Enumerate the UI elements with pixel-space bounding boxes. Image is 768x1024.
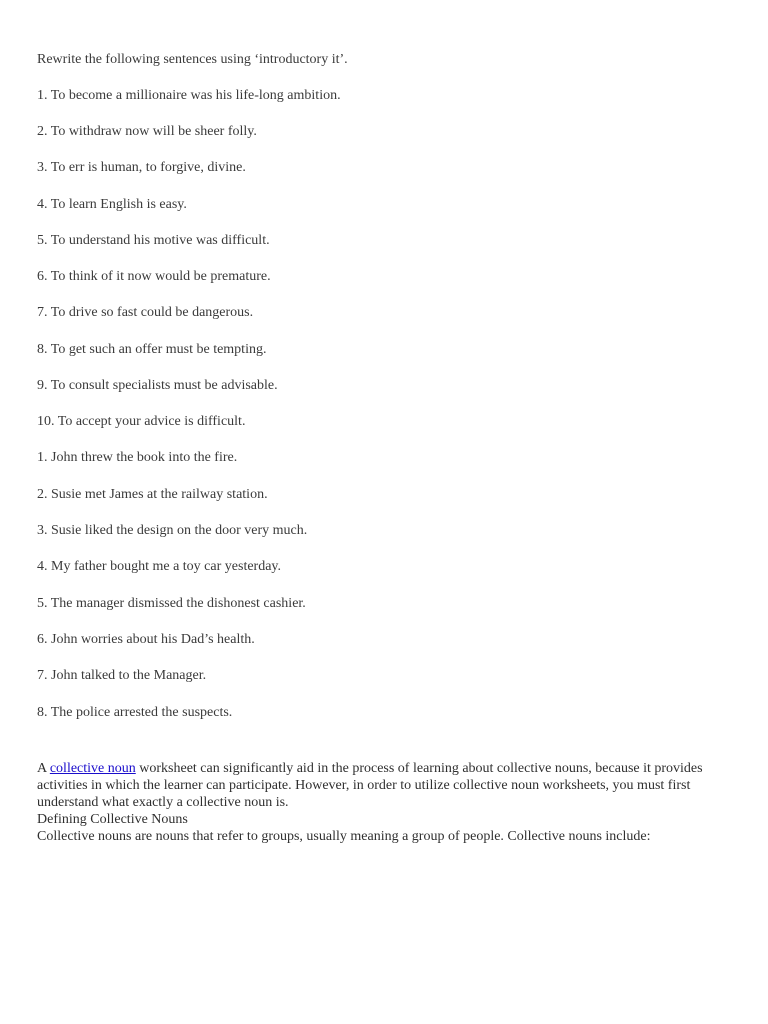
list-a-item-10: 10. To accept your advice is difficult. xyxy=(37,414,246,429)
collective-noun-link[interactable]: collective noun xyxy=(49,761,136,776)
section-heading: Defining Collective Nouns xyxy=(37,812,188,827)
article-sentence-rest: worksheet can significantly aid in the process of learning about collective nouns, because it provides activities in which the learner can participate. However, in order to utilize collective noun worksheets, you must first understand what exactly a collective noun is. xyxy=(37,761,703,810)
list-b-item-8: 8. The police arrested the suspects. xyxy=(37,705,233,720)
list-a-item-1: 1. To become a millionaire was his life-long ambition. xyxy=(37,88,341,103)
list-b-item-7: 7. John talked to the Manager. xyxy=(37,668,207,683)
definition-text: Collective nouns are nouns that refer to groups, usually meaning a group of people. Collective nouns include: xyxy=(37,829,651,844)
list-a-item-6: 6. To think of it now would be premature. xyxy=(37,269,271,284)
list-b-item-3: 3. Susie liked the design on the door very much. xyxy=(37,523,308,538)
list-a-item-4: 4. To learn English is easy. xyxy=(37,197,187,212)
list-a-item-9: 9. To consult specialists must be advisable. xyxy=(37,378,278,393)
list-b-item-5: 5. The manager dismissed the dishonest cashier. xyxy=(37,596,306,611)
list-a-item-2: 2. To withdraw now will be sheer folly. xyxy=(37,124,257,139)
list-b-item-6: 6. John worries about his Dad’s health. xyxy=(37,632,255,647)
article-body xyxy=(37,760,737,845)
list-a-item-8: 8. To get such an offer must be tempting. xyxy=(37,342,267,357)
list-a-item-5: 5. To understand his motive was difficult. xyxy=(37,233,270,248)
list-a-item-3: 3. To err is human, to forgive, divine. xyxy=(37,160,246,175)
article-prefix: A xyxy=(37,761,50,776)
instruction-text: Rewrite the following sentences using ‘introductory it’. xyxy=(37,52,348,67)
list-b-item-4: 4. My father bought me a toy car yesterday. xyxy=(37,559,282,574)
list-a-item-7: 7. To drive so fast could be dangerous. xyxy=(37,305,254,320)
article-first-sentence xyxy=(37,760,737,811)
list-b-item-2: 2. Susie met James at the railway station. xyxy=(37,487,268,502)
list-b-item-1: 1. John threw the book into the fire. xyxy=(37,450,238,465)
